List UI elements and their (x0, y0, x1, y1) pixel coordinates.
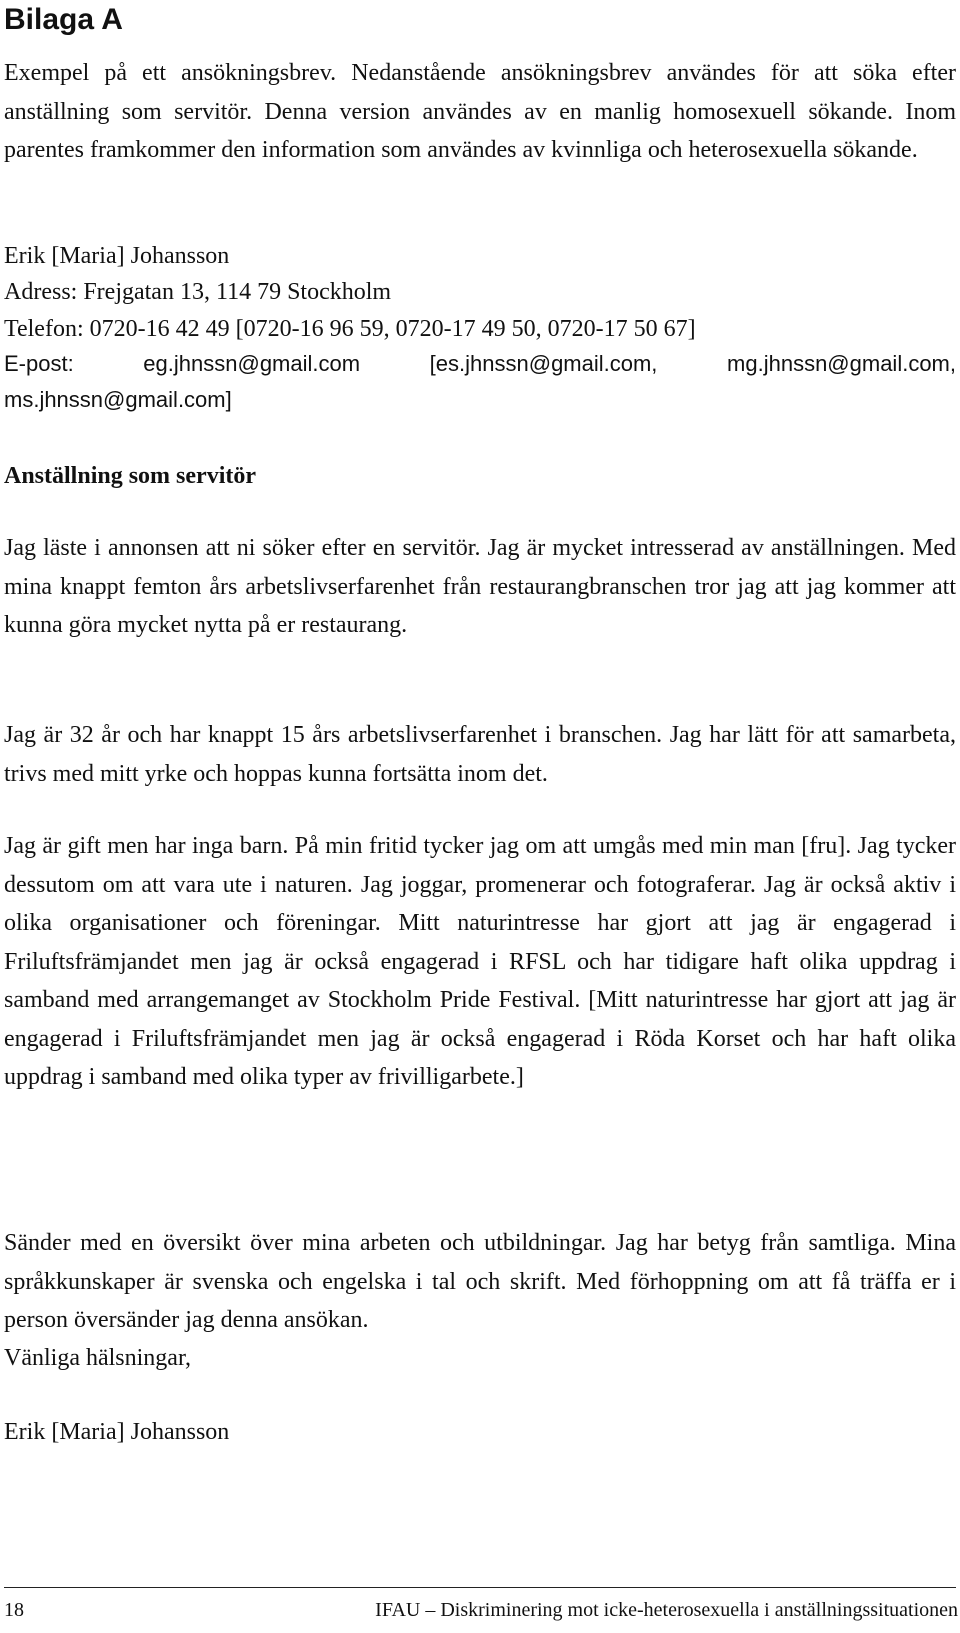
letter-paragraph-2: Jag är 32 år och har knappt 15 års arbetslivserfarenhet i branschen. Jag har lätt för att samarbeta, trivs med mitt yrke och hoppas kunna fortsätta inom det. (4, 722, 956, 787)
letter-paragraph-4: Sänder med en översikt över mina arbeten och utbildningar. Jag har betyg från samtliga. Mina språkkunskaper är svenska och engelska i tal och skrift. Med förhoppning om att få träffa er i person översänder jag denna ansökan. (4, 1230, 956, 1333)
letter-signature: Erik [Maria] Johansson (4, 1419, 230, 1445)
footer-publication-title: IFAU – Diskriminering mot icke-heterosexuella i anställningssituationen (375, 1599, 958, 1621)
footer-divider (4, 1587, 956, 1588)
intro-paragraph: Exempel på ett ansökningsbrev. Nedanstående ansökningsbrev användes för att söka efter anställning som servitör. Denna version användes av en manlig homosexuell sökande. Inom parentes framkommer den information som användes av kvinnliga och heterosexuella sökande. (4, 60, 956, 163)
applicant-address: Adress: Frejgatan 13, 114 79 Stockholm (4, 279, 392, 305)
letter-closing: Vänliga hälsningar, (4, 1345, 191, 1371)
applicant-phone: Telefon: 0720-16 42 49 [0720-16 96 59, 0720-17 49 50, 0720-17 50 67] (4, 316, 696, 342)
letter-paragraph-1: Jag läste i annonsen att ni söker efter en servitör. Jag är mycket intresserad av anställningen. Med mina knappt femton års arbetslivserfarenhet från restaurangbranschen tror jag att jag kommer att kunna göra mycket nytta på er restaurang. (4, 535, 956, 638)
page-heading: Bilaga A (4, 3, 123, 36)
letter-paragraph-3: Jag är gift men har inga barn. På min fritid tycker jag om att umgås med min man [fru]. Jag tycker dessutom om att vara ute i naturen. Jag joggar, promenerar och fotograferar. Jag är också aktiv i olika organisationer och föreningar. Mitt naturintresse har gjort att jag är engagerad i Friluftsfrämjandet men jag är också engagerad i RFSL och har tidigare haft olika uppdrag i samband med arrangemanget av Stockholm Pride Festival. [Mitt naturintresse har gjort att jag är engagerad i Friluftsfrämjandet men jag är också engagerad i Röda Korset och har haft olika uppdrag i samband med olika typer av frivilligarbete.] (4, 833, 956, 1090)
applicant-email: E-post: eg.jhnssn@gmail.com [es.jhnssn@gmail.com, mg.jhnssn@gmail.com, ms.jhnssn@gmail.com] (4, 351, 956, 412)
letter-subject: Anställning som servitör (4, 463, 256, 489)
footer-page-number: 18 (4, 1599, 24, 1621)
applicant-name: Erik [Maria] Johansson (4, 243, 230, 269)
